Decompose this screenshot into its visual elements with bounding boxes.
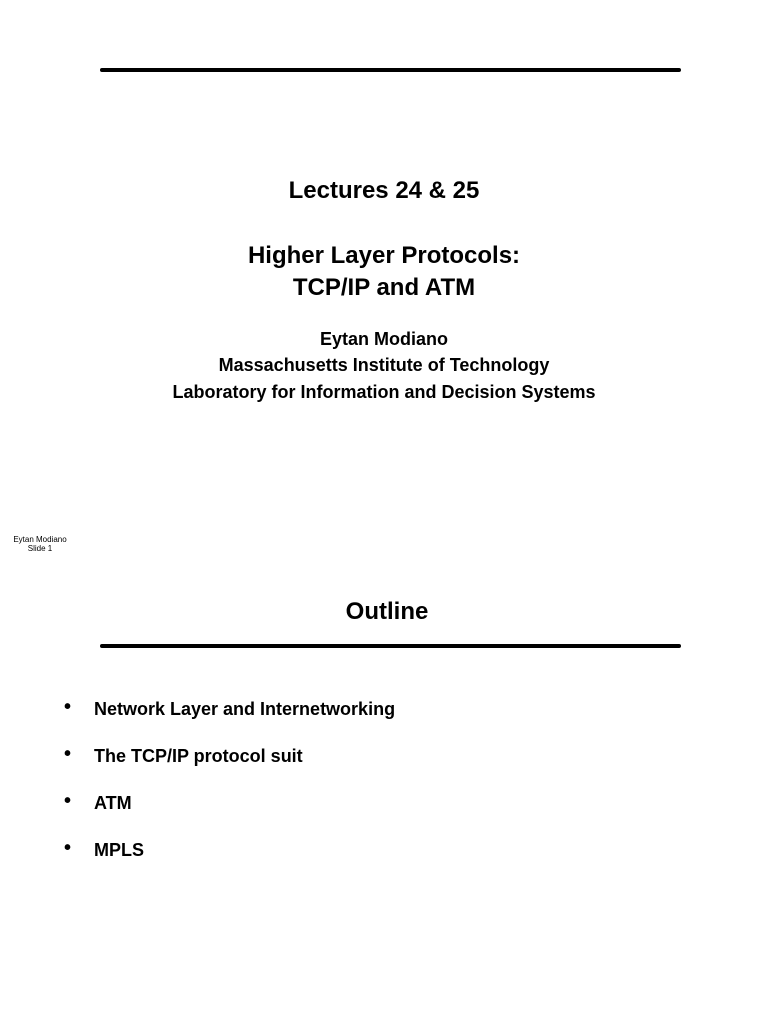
bullet-text: Network Layer and Internetworking	[94, 699, 396, 719]
top-rule	[100, 68, 681, 72]
affiliation-lab: Laboratory for Information and Decision Systems	[172, 382, 596, 402]
bullet-icon: •	[64, 696, 72, 718]
outline-title: Outline	[345, 598, 429, 625]
affiliation-institute: Massachusetts Institute of Technology	[218, 355, 550, 375]
bullet-icon: •	[64, 743, 72, 765]
bullet-text: ATM	[94, 793, 132, 813]
footer-author: Eytan Modiano	[13, 535, 67, 544]
bullet-text: The TCP/IP protocol suit	[94, 746, 303, 766]
slide-title-line-1: Higher Layer Protocols:	[247, 242, 521, 269]
footer-slide-number: Slide 1	[27, 544, 53, 553]
outline-rule	[100, 644, 681, 648]
bullet-icon: •	[64, 837, 72, 859]
bullet-text: MPLS	[94, 840, 145, 860]
author-name: Eytan Modiano	[319, 329, 448, 349]
lecture-number: Lectures 24 & 25	[288, 177, 480, 204]
slide-title-line-2: TCP/IP and ATM	[292, 274, 476, 301]
bullet-icon: •	[64, 790, 72, 812]
